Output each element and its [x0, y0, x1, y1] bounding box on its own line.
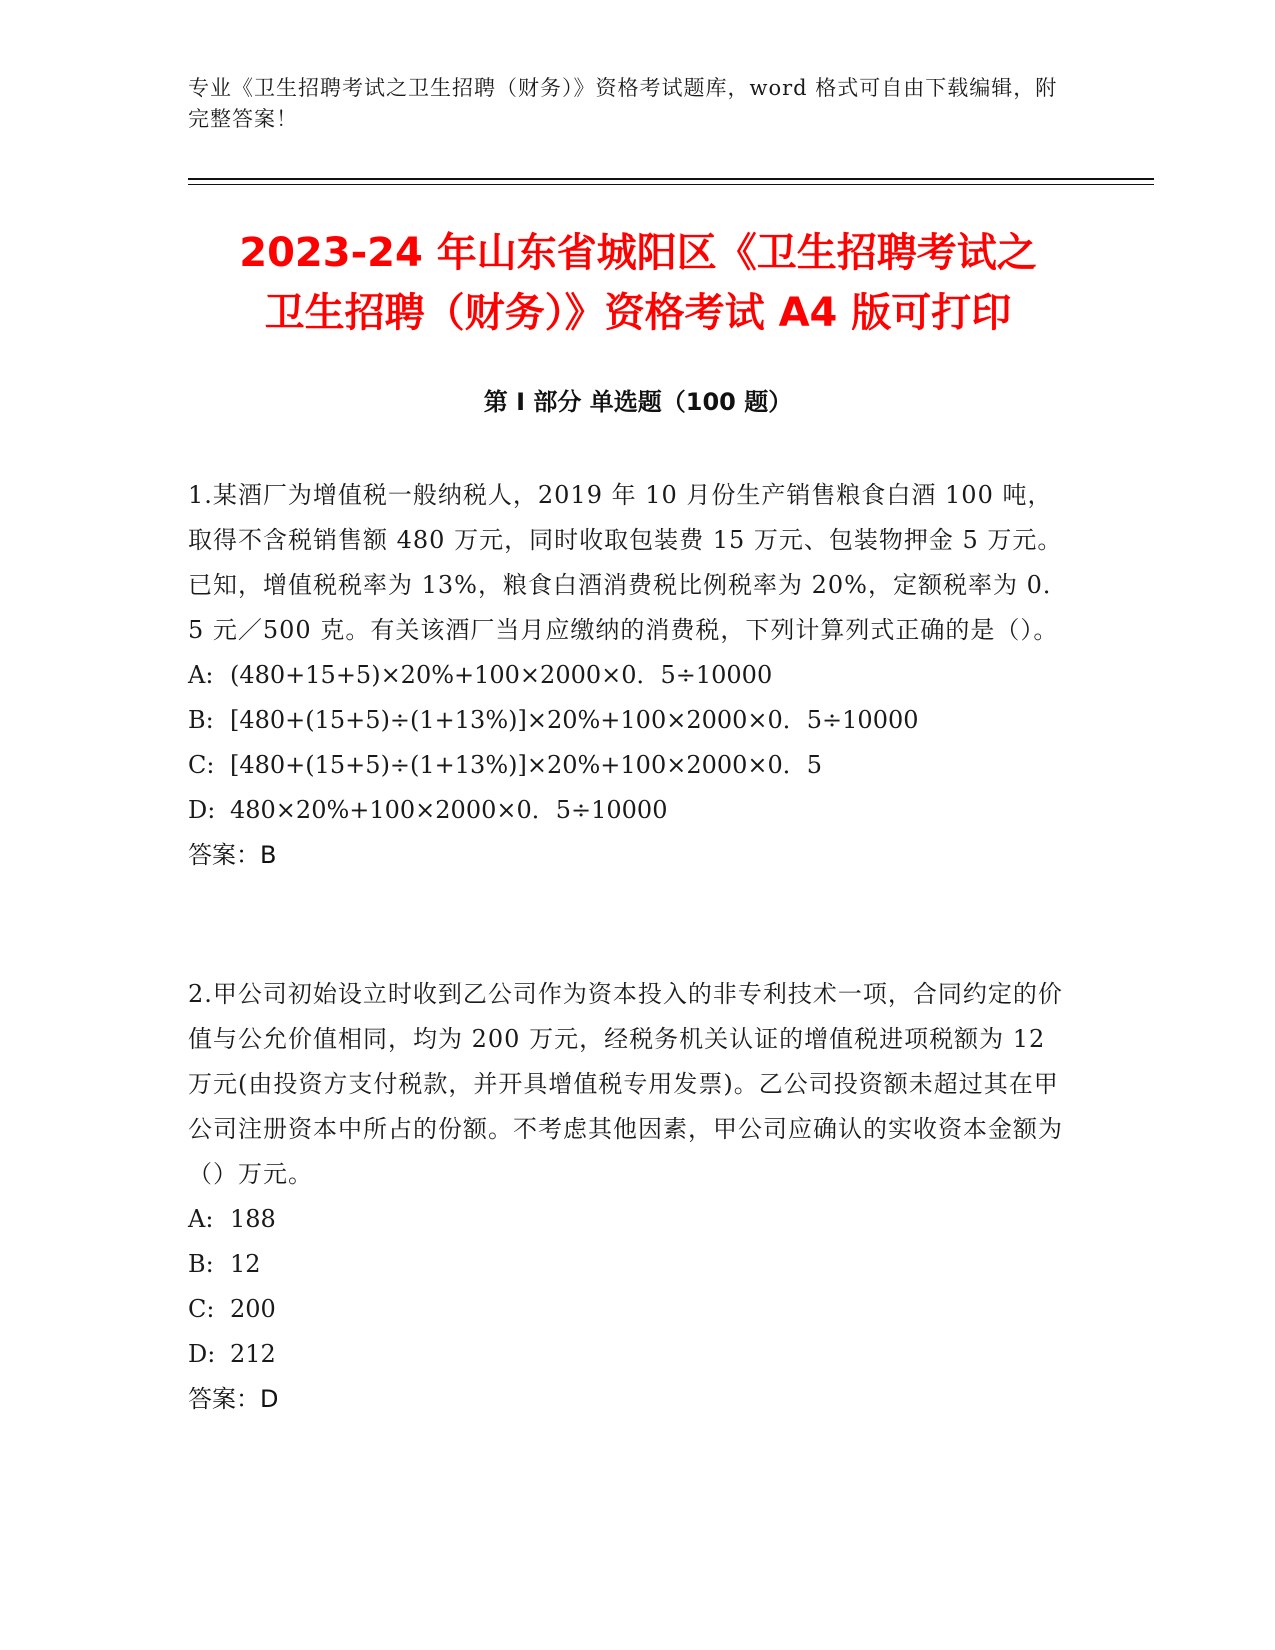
- header-divider-thin: [188, 184, 1154, 185]
- option-text: 200: [230, 1295, 276, 1323]
- option-key: D:: [188, 796, 216, 824]
- option-text: (480+15+5)×20%+100×2000×0．5÷10000: [230, 661, 773, 689]
- document-title-line-1: 2023-24 年山东省城阳区《卫生招聘考试之: [239, 230, 1037, 276]
- option-b: [188, 698, 1068, 743]
- answer-line: 答案：D: [188, 1385, 279, 1413]
- option-a: [188, 1197, 1068, 1242]
- option-key: B:: [188, 1250, 214, 1278]
- question-2: [188, 972, 1068, 1422]
- option-d: [188, 788, 1068, 833]
- option-key: B:: [188, 706, 214, 734]
- header-divider-thick: [188, 178, 1154, 180]
- option-text: 212: [230, 1340, 276, 1368]
- header-note: 专业《卫生招聘考试之卫生招聘（财务）》资格考试题库，word 格式可自由下载编辑，附完整答案！: [188, 76, 1058, 131]
- question-stem: 1.某酒厂为增值税一般纳税人，2019 年 10 月份生产销售粮食白酒 100 吨，取得不含税销售额 480 万元，同时收取包装费 15 万元、包装物押金 5 万元。已知，增值税税率为 13%，粮食白酒消费税比例税率为 20%，定额税率为 0．5 元／500 克。有关该酒厂当月应缴纳的消费税，下列计算列式正确的是（）。: [188, 481, 1068, 644]
- option-text: [480+(15+5)÷(1+13%)]×20%+100×2000×0．5: [230, 751, 823, 779]
- option-key: C:: [188, 1295, 215, 1323]
- option-b: [188, 1242, 1068, 1287]
- option-text: 188: [230, 1205, 276, 1233]
- option-c: [188, 1287, 1068, 1332]
- option-d: [188, 1332, 1068, 1377]
- answer-line: 答案：B: [188, 841, 277, 869]
- option-key: C:: [188, 751, 215, 779]
- option-key: A:: [188, 661, 214, 689]
- option-text: [480+(15+5)÷(1+13%)]×20%+100×2000×0．5÷10000: [230, 706, 919, 734]
- option-key: D:: [188, 1340, 216, 1368]
- document-title: [188, 223, 1088, 343]
- option-text: 480×20%+100×2000×0．5÷10000: [230, 796, 668, 824]
- option-a: [188, 653, 1068, 698]
- question-1: [188, 473, 1068, 878]
- option-c: [188, 743, 1068, 788]
- document-title-line-2: 卫生招聘（财务）》资格考试 A4 版可打印: [264, 290, 1012, 336]
- option-key: A:: [188, 1205, 214, 1233]
- section-title: 第 I 部分 单选题（100 题）: [483, 388, 793, 416]
- option-text: 12: [230, 1250, 261, 1278]
- question-stem: 2.甲公司初始设立时收到乙公司作为资本投入的非专利技术一项，合同约定的价值与公允价值相同，均为 200 万元，经税务机关认证的增值税进项税额为 12 万元(由投资方支付税款，并开具增值税专用发票)。乙公司投资额未超过其在甲公司注册资本中所占的份额。不考虑其他因素，甲公司应确认的实收资本金额为（）万元。: [188, 980, 1063, 1188]
